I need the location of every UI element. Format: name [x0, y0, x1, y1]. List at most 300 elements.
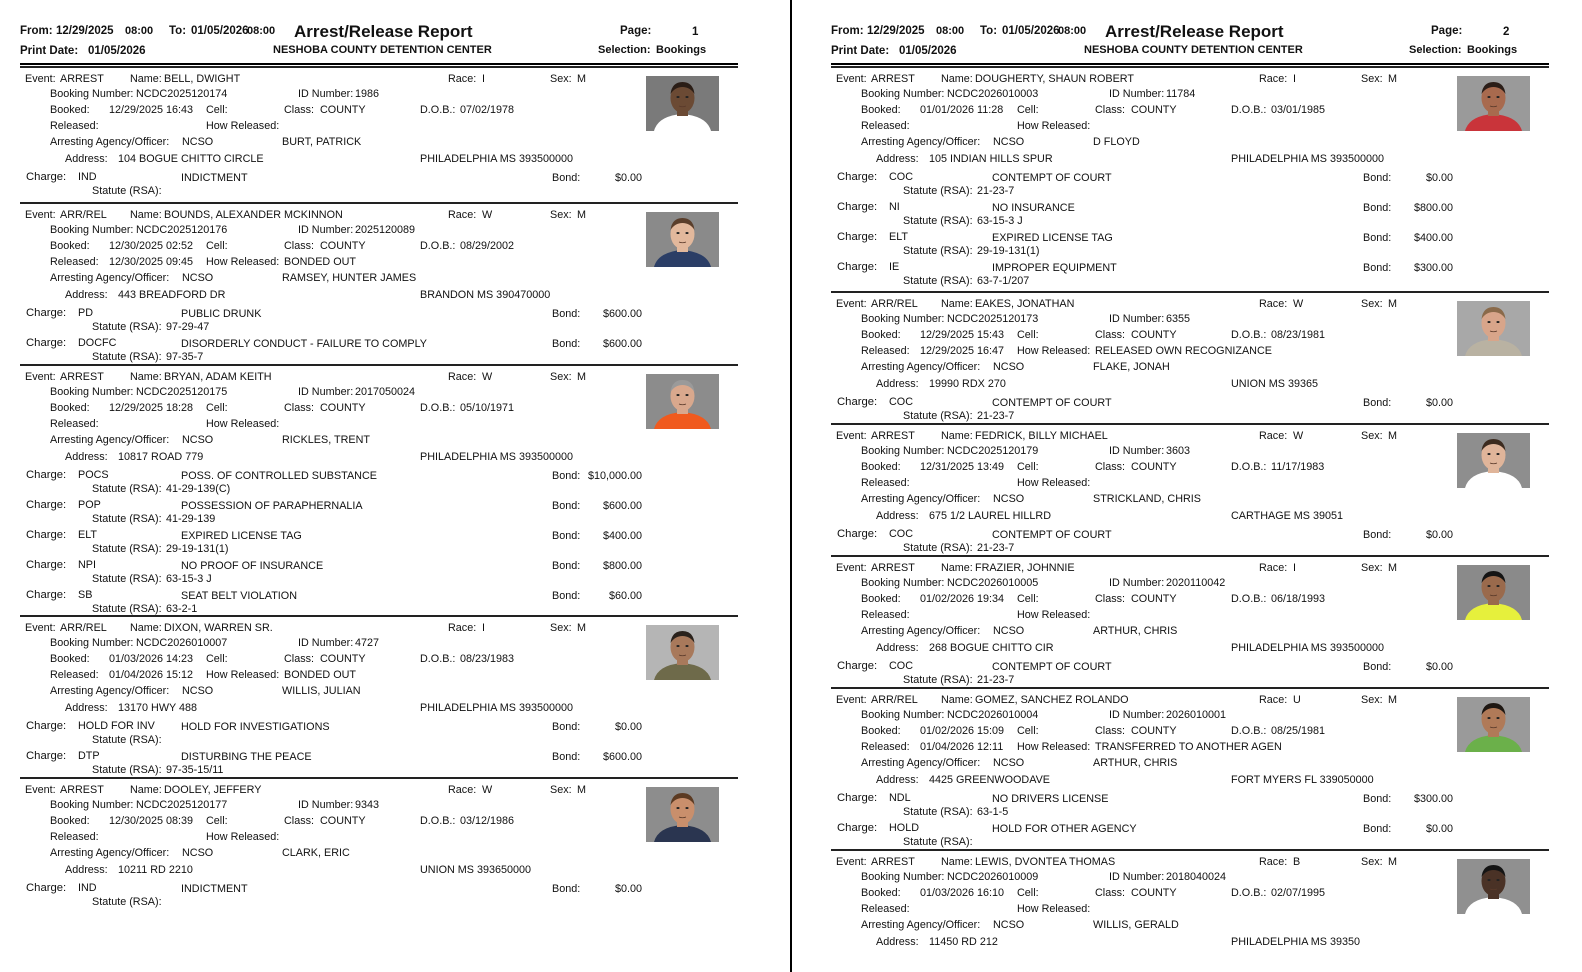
race-value: W [1293, 298, 1304, 310]
arresting-officer: ARTHUR, CHRIS [1093, 625, 1178, 637]
how-released-value: TRANSFERRED TO ANOTHER AGEN [1095, 741, 1282, 753]
booked-datetime: 12/30/2025 08:39 [109, 815, 194, 827]
charge-code: COC [889, 396, 913, 408]
charge-label: Charge: [26, 337, 67, 349]
bond-label: Bond: [552, 751, 581, 763]
released-label: Released: [861, 609, 910, 621]
id-number: 6355 [1166, 313, 1191, 325]
how-released-label: How Released: [1017, 741, 1091, 753]
address-label: Address: [876, 936, 919, 948]
statute-label: Statute (RSA): [92, 543, 162, 555]
event-type: ARREST [871, 73, 915, 85]
id-number-label: ID Number: [1109, 577, 1165, 589]
class-label: Class: [1095, 725, 1125, 737]
race-value: W [482, 784, 493, 796]
statute-label: Statute (RSA): [903, 245, 973, 257]
dob-label: D.O.B.: [1231, 461, 1267, 473]
arresting-agency-label: Arresting Agency/Officer: [861, 757, 981, 769]
released-label: Released: [50, 669, 99, 681]
header-rule-top [831, 63, 1549, 65]
bond-amount: $0.00 [1425, 823, 1453, 835]
booking-number-label: Booking Number: [50, 88, 134, 100]
bond-amount: $800.00 [602, 560, 642, 572]
class-value: COUNTY [320, 653, 366, 665]
event-type: ARREST [871, 430, 915, 442]
page-divider [790, 0, 792, 972]
event-label: Event: [836, 73, 867, 85]
statute-label: Statute (RSA): [92, 603, 162, 615]
race-value: U [1293, 694, 1301, 706]
charge-code: IE [889, 261, 900, 273]
how-released-label: How Released: [206, 256, 280, 268]
charge-label: Charge: [837, 660, 878, 672]
arresting-agency: NCSO [993, 757, 1025, 769]
id-number-label: ID Number: [1109, 313, 1165, 325]
sex-label: Sex: [1361, 298, 1383, 310]
id-number-label: ID Number: [1109, 88, 1165, 100]
sex-value: M [1388, 856, 1397, 868]
event-type: ARR/REL [60, 209, 107, 221]
arresting-officer: FLAKE, JONAH [1093, 361, 1170, 373]
charge-description: DISTURBING THE PEACE [181, 751, 312, 763]
race-value: W [482, 371, 493, 383]
charge-description: HOLD FOR INVESTIGATIONS [181, 721, 330, 733]
inmate-name: FEDRICK, BILLY MICHAEL [975, 430, 1108, 442]
event-label: Event: [25, 784, 56, 796]
sex-value: M [1388, 694, 1397, 706]
charge-code: POP [78, 499, 101, 511]
sex-value: M [1388, 430, 1397, 442]
statute-value: 97-29-47 [166, 321, 210, 333]
charge-description: CONTEMPT OF COURT [992, 661, 1112, 673]
address-label: Address: [65, 864, 108, 876]
bond-label: Bond: [1363, 202, 1392, 214]
bond-amount: $600.00 [602, 751, 642, 763]
mugshot-photo [1457, 301, 1530, 356]
charge-code: ELT [78, 529, 97, 541]
id-number-label: ID Number: [1109, 709, 1165, 721]
statute-value: 21-23-7 [977, 674, 1015, 686]
to-date: 01/05/2026 [191, 25, 249, 37]
arresting-officer: CLARK, ERIC [282, 847, 350, 859]
charge-description: EXPIRED LICENSE TAG [992, 232, 1113, 244]
race-label: Race: [1259, 856, 1288, 868]
arresting-agency: NCSO [182, 136, 214, 148]
record-separator [20, 777, 738, 779]
record-separator [831, 849, 1549, 851]
charge-description: NO DRIVERS LICENSE [992, 793, 1109, 805]
id-number: 9343 [355, 799, 380, 811]
sex-value: M [577, 622, 586, 634]
to-date: 01/05/2026 [1002, 25, 1060, 37]
bond-amount: $10,000.00 [587, 470, 642, 482]
cell-label: Cell: [206, 402, 228, 414]
race-label: Race: [1259, 430, 1288, 442]
released-label: Released: [50, 256, 99, 268]
cell-label: Cell: [206, 240, 228, 252]
name-label: Name: [941, 694, 973, 706]
how-released-label: How Released: [1017, 345, 1091, 357]
released-label: Released: [50, 831, 99, 843]
statute-label: Statute (RSA): [903, 542, 973, 554]
city-state-zip: PHILADELPHIA MS 39350 [1231, 936, 1361, 948]
dob-label: D.O.B.: [1231, 104, 1267, 116]
street-address: 105 INDIAN HILLS SPUR [929, 153, 1053, 165]
arresting-agency-label: Arresting Agency/Officer: [50, 847, 170, 859]
charge-description: DISORDERLY CONDUCT - FAILURE TO COMPLY [181, 338, 427, 350]
arresting-agency-label: Arresting Agency/Officer: [50, 434, 170, 446]
event-label: Event: [25, 371, 56, 383]
bond-label: Bond: [552, 883, 581, 895]
bond-amount: $0.00 [1425, 397, 1453, 409]
dob-value: 08/23/1981 [1271, 329, 1326, 341]
sex-label: Sex: [1361, 430, 1383, 442]
bond-amount: $600.00 [602, 338, 642, 350]
booking-number-label: Booking Number: [861, 88, 945, 100]
released-label: Released: [50, 120, 99, 132]
page-label: Page: [620, 25, 652, 37]
bond-label: Bond: [1363, 661, 1392, 673]
print-date-label: Print Date: [20, 45, 79, 57]
mugshot-photo [646, 787, 719, 842]
charge-description: CONTEMPT OF COURT [992, 397, 1112, 409]
bond-label: Bond: [552, 560, 581, 572]
how-released-label: How Released: [206, 831, 280, 843]
booked-datetime: 01/03/2026 14:23 [109, 653, 194, 665]
cell-label: Cell: [1017, 725, 1039, 737]
sex-label: Sex: [550, 73, 572, 85]
dob-value: 08/23/1983 [460, 653, 515, 665]
race-value: B [1293, 856, 1301, 868]
name-label: Name: [941, 430, 973, 442]
to-label: To: [980, 25, 998, 37]
class-value: COUNTY [320, 104, 366, 116]
charge-label: Charge: [26, 529, 67, 541]
booked-label: Booked: [50, 402, 90, 414]
to-time: 08:00 [1058, 25, 1087, 37]
race-value: W [482, 209, 493, 221]
id-number: 1986 [355, 88, 380, 100]
sex-label: Sex: [1361, 856, 1383, 868]
bond-amount: $300.00 [1413, 793, 1453, 805]
name-label: Name: [941, 856, 973, 868]
bond-label: Bond: [1363, 793, 1392, 805]
cell-label: Cell: [1017, 461, 1039, 473]
class-value: COUNTY [1131, 593, 1177, 605]
charge-label: Charge: [26, 559, 67, 571]
sex-value: M [1388, 73, 1397, 85]
released-datetime: 01/04/2026 12:11 [920, 741, 1004, 753]
charge-code: HOLD FOR INV [78, 720, 155, 732]
id-number: 4727 [355, 637, 380, 649]
class-label: Class: [284, 240, 314, 252]
sex-value: M [1388, 562, 1397, 574]
id-number: 2017050024 [355, 386, 416, 398]
booked-label: Booked: [50, 815, 90, 827]
charge-description: CONTEMPT OF COURT [992, 529, 1112, 541]
dob-value: 11/17/1983 [1271, 461, 1325, 473]
charge-code: COC [889, 171, 913, 183]
statute-value: 63-1-5 [977, 806, 1009, 818]
dob-label: D.O.B.: [1231, 593, 1267, 605]
statute-label: Statute (RSA): [92, 513, 162, 525]
mugshot-photo [646, 76, 719, 131]
selection-value: Bookings [656, 44, 707, 56]
booking-number: NCDC2025120173 [947, 313, 1039, 325]
booking-number: NCDC2026010009 [947, 871, 1039, 883]
report-title: Arrest/Release Report [294, 22, 473, 41]
dob-label: D.O.B.: [1231, 329, 1267, 341]
charge-description: INDICTMENT [181, 172, 248, 184]
race-label: Race: [448, 622, 477, 634]
bond-label: Bond: [552, 338, 581, 350]
selection-label: Selection: [598, 44, 651, 56]
street-address: 104 BOGUE CHITTO CIRCLE [118, 153, 264, 165]
released-datetime: 12/29/2025 16:47 [920, 345, 1005, 357]
sex-label: Sex: [1361, 562, 1383, 574]
arresting-agency-label: Arresting Agency/Officer: [861, 493, 981, 505]
sex-value: M [577, 209, 586, 221]
dob-label: D.O.B.: [420, 104, 456, 116]
sex-value: M [577, 73, 586, 85]
statute-label: Statute (RSA): [92, 351, 162, 363]
street-address: 19990 RDX 270 [929, 378, 1006, 390]
arresting-agency: NCSO [182, 685, 214, 697]
statute-label: Statute (RSA): [92, 573, 162, 585]
sex-label: Sex: [1361, 73, 1383, 85]
charge-label: Charge: [26, 750, 67, 762]
cell-label: Cell: [1017, 887, 1039, 899]
charge-code: NPI [78, 559, 96, 571]
event-label: Event: [25, 622, 56, 634]
charge-code: NDL [889, 792, 911, 804]
race-label: Race: [1259, 694, 1288, 706]
id-number-label: ID Number: [1109, 871, 1165, 883]
city-state-zip: UNION MS 39365 [1231, 378, 1319, 390]
address-label: Address: [65, 451, 108, 463]
race-label: Race: [448, 73, 477, 85]
print-date-label: Print Date: [831, 45, 890, 57]
city-state-zip: FORT MYERS FL 339050000 [1231, 774, 1374, 786]
sex-label: Sex: [550, 784, 572, 796]
id-number-label: ID Number: [298, 386, 354, 398]
booking-number-label: Booking Number: [861, 445, 945, 457]
charge-description: IMPROPER EQUIPMENT [992, 262, 1117, 274]
arresting-agency-label: Arresting Agency/Officer: [861, 625, 981, 637]
record-separator [20, 615, 738, 617]
statute-value: 21-23-7 [977, 410, 1015, 422]
record-separator [831, 291, 1549, 293]
dob-value: 08/29/2002 [460, 240, 515, 252]
charge-description: EXPIRED LICENSE TAG [181, 530, 302, 542]
sex-label: Sex: [1361, 694, 1383, 706]
statute-value: 97-35-7 [166, 351, 204, 363]
from-date: 12/29/2025 [56, 25, 114, 37]
dob-value: 06/18/1993 [1271, 593, 1326, 605]
street-address: 268 BOGUE CHITTO CIR [929, 642, 1054, 654]
class-label: Class: [284, 653, 314, 665]
sex-label: Sex: [550, 209, 572, 221]
arresting-agency-label: Arresting Agency/Officer: [861, 919, 981, 931]
class-value: COUNTY [320, 402, 366, 414]
arresting-agency-label: Arresting Agency/Officer: [50, 136, 170, 148]
street-address: 4425 GREENWOODAVE [929, 774, 1051, 786]
charge-code: SB [78, 589, 93, 601]
id-number-label: ID Number: [298, 637, 354, 649]
event-label: Event: [836, 298, 867, 310]
released-datetime: 01/04/2026 15:12 [109, 669, 194, 681]
arresting-agency: NCSO [993, 493, 1025, 505]
dob-label: D.O.B.: [420, 653, 456, 665]
booked-label: Booked: [50, 240, 90, 252]
booking-number-label: Booking Number: [861, 871, 945, 883]
class-label: Class: [284, 402, 314, 414]
class-label: Class: [284, 104, 314, 116]
inmate-name: GOMEZ, SANCHEZ ROLANDO [975, 694, 1129, 706]
street-address: 675 1/2 LAUREL HILLRD [929, 510, 1052, 522]
booked-label: Booked: [861, 461, 901, 473]
race-label: Race: [448, 371, 477, 383]
booking-number: NCDC2026010007 [136, 637, 228, 649]
city-state-zip: CARTHAGE MS 39051 [1231, 510, 1344, 522]
bond-amount: $60.00 [608, 590, 642, 602]
dob-value: 03/01/1985 [1271, 104, 1326, 116]
charge-label: Charge: [837, 792, 878, 804]
id-number: 2025120089 [355, 224, 416, 236]
arresting-officer: D FLOYD [1093, 136, 1140, 148]
mugshot-photo [1457, 76, 1530, 131]
statute-value: 29-19-131(1) [166, 543, 229, 555]
inmate-name: FRAZIER, JOHNNIE [975, 562, 1075, 574]
name-label: Name: [130, 371, 162, 383]
how-released-label: How Released: [206, 669, 280, 681]
statute-label: Statute (RSA): [92, 321, 162, 333]
bond-label: Bond: [552, 530, 581, 542]
booking-number-label: Booking Number: [861, 709, 945, 721]
id-number-label: ID Number: [298, 88, 354, 100]
page-label: Page: [1431, 25, 1463, 37]
event-type: ARREST [60, 784, 104, 796]
city-state-zip: BRANDON MS 390470000 [420, 289, 551, 301]
event-type: ARREST [60, 73, 104, 85]
dob-label: D.O.B.: [420, 240, 456, 252]
inmate-name: BELL, DWIGHT [164, 73, 241, 85]
bond-amount: $0.00 [1425, 529, 1453, 541]
street-address: 443 BREADFORD DR [118, 289, 226, 301]
charge-label: Charge: [26, 171, 67, 183]
arresting-officer: WILLIS, GERALD [1093, 919, 1179, 931]
booking-number-label: Booking Number: [861, 577, 945, 589]
from-date: 12/29/2025 [867, 25, 925, 37]
address-label: Address: [876, 378, 919, 390]
class-label: Class: [1095, 329, 1125, 341]
how-released-label: How Released: [206, 120, 280, 132]
charge-label: Charge: [26, 469, 67, 481]
booking-number-label: Booking Number: [50, 224, 134, 236]
event-type: ARREST [871, 562, 915, 574]
class-value: COUNTY [1131, 725, 1177, 737]
from-label: From: [20, 25, 53, 37]
statute-label: Statute (RSA): [903, 275, 973, 287]
name-label: Name: [130, 73, 162, 85]
event-label: Event: [25, 209, 56, 221]
bond-amount: $600.00 [602, 308, 642, 320]
city-state-zip: PHILADELPHIA MS 393500000 [420, 153, 574, 165]
booked-datetime: 12/29/2025 15:43 [920, 329, 1005, 341]
address-label: Address: [876, 774, 919, 786]
report-page-1 [18, 0, 738, 972]
released-label: Released: [861, 477, 910, 489]
event-type: ARR/REL [871, 298, 918, 310]
charge-label: Charge: [837, 261, 878, 273]
statute-label: Statute (RSA): [903, 836, 973, 848]
mugshot-photo [1457, 565, 1530, 620]
charge-label: Charge: [26, 307, 67, 319]
how-released-value: BONDED OUT [284, 256, 356, 268]
record-separator [20, 364, 738, 366]
arresting-officer: WILLIS, JULIAN [282, 685, 361, 697]
booking-number: NCDC2026010005 [947, 577, 1039, 589]
bond-label: Bond: [1363, 262, 1392, 274]
name-label: Name: [130, 784, 162, 796]
statute-value: 21-23-7 [977, 542, 1015, 554]
agency-name: NESHOBA COUNTY DETENTION CENTER [273, 44, 492, 56]
statute-label: Statute (RSA): [903, 674, 973, 686]
id-number: 2020110042 [1166, 577, 1226, 589]
bond-label: Bond: [1363, 529, 1392, 541]
charge-description: INDICTMENT [181, 883, 248, 895]
print-date: 01/05/2026 [88, 45, 146, 57]
class-value: COUNTY [1131, 104, 1177, 116]
bond-amount: $300.00 [1413, 262, 1453, 274]
statute-value: 63-15-3 J [166, 573, 212, 585]
to-time: 08:00 [247, 25, 276, 37]
statute-value: 21-23-7 [977, 185, 1015, 197]
booked-datetime: 12/31/2025 13:49 [920, 461, 1005, 473]
bond-label: Bond: [552, 470, 581, 482]
race-label: Race: [448, 209, 477, 221]
record-separator [831, 423, 1549, 425]
booking-number: NCDC2025120176 [136, 224, 228, 236]
statute-value: 63-15-3 J [977, 215, 1023, 227]
street-address: 10817 ROAD 779 [118, 451, 204, 463]
charge-code: DTP [78, 750, 100, 762]
bond-amount: $0.00 [614, 721, 642, 733]
arresting-agency-label: Arresting Agency/Officer: [50, 685, 170, 697]
name-label: Name: [941, 73, 973, 85]
selection-label: Selection: [1409, 44, 1462, 56]
charge-description: PUBLIC DRUNK [181, 308, 262, 320]
bond-label: Bond: [1363, 172, 1392, 184]
race-value: I [482, 73, 485, 85]
id-number: 2026010001 [1166, 709, 1227, 721]
charge-label: Charge: [837, 231, 878, 243]
booking-number: NCDC2026010003 [947, 88, 1039, 100]
bond-amount: $0.00 [1425, 661, 1453, 673]
event-type: ARR/REL [60, 622, 107, 634]
charge-code: DOCFC [78, 337, 117, 349]
record-separator [20, 66, 738, 68]
city-state-zip: PHILADELPHIA MS 393500000 [420, 702, 574, 714]
statute-label: Statute (RSA): [92, 483, 162, 495]
race-label: Race: [448, 784, 477, 796]
class-label: Class: [1095, 461, 1125, 473]
charge-code: PD [78, 307, 93, 319]
bond-amount: $0.00 [614, 883, 642, 895]
event-label: Event: [25, 73, 56, 85]
booked-datetime: 12/29/2025 16:43 [109, 104, 194, 116]
statute-label: Statute (RSA): [903, 215, 973, 227]
